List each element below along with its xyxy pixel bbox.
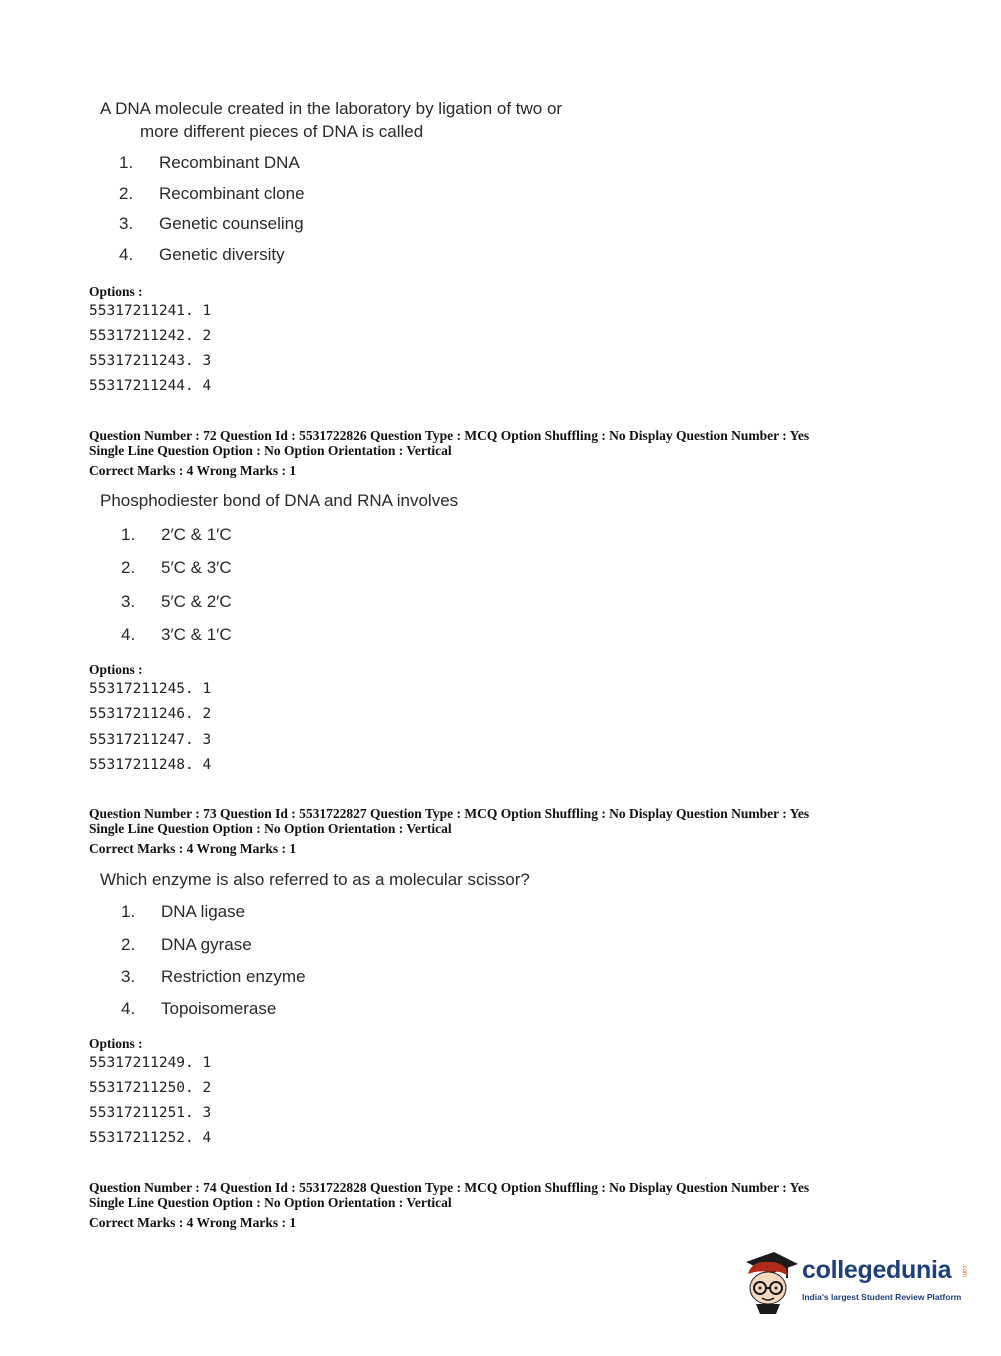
question-72-marks: Correct Marks : 4 Wrong Marks : 1 xyxy=(89,463,297,478)
question-71-choice-4: 4. Genetic diversity xyxy=(119,245,285,264)
question-71-choice-2: 2. Recombinant clone xyxy=(119,184,305,203)
logo-tagline: India's largest Student Review Platform xyxy=(802,1292,962,1302)
question-73-text: Which enzyme is also referred to as a molecular scissor? xyxy=(100,870,530,889)
question-71-text xyxy=(100,97,562,143)
question-72-choice-1: 1. 2′C & 1′C xyxy=(121,525,232,544)
question-73-choice-1: 1. DNA ligase xyxy=(121,902,246,921)
question-73-meta-line-1: Question Number : 73 Question Id : 5531722827 Question Type : MCQ Option Shuffling : No Display Question Number : Yes xyxy=(89,806,810,821)
option-id: 55317211252. 4 xyxy=(89,1130,212,1146)
option-id: 55317211249. 1 xyxy=(89,1055,212,1071)
option-id: 55317211245. 1 xyxy=(89,681,212,697)
option-id: 55317211250. 2 xyxy=(89,1080,212,1096)
option-id: 55317211247. 3 xyxy=(89,732,212,748)
question-71-choice-1: 1. Recombinant DNA xyxy=(119,153,300,172)
question-71-line-1: A DNA molecule created in the laboratory by ligation of two or xyxy=(100,99,563,118)
options-label: Options : xyxy=(89,1036,143,1051)
option-id: 55317211241. 1 xyxy=(89,303,212,319)
option-id: 55317211246. 2 xyxy=(89,706,212,722)
logo-wordmark: collegedunia xyxy=(802,1256,952,1284)
logo-domain: .com xyxy=(961,1264,967,1278)
options-label: Options : xyxy=(89,662,143,677)
option-id: 55317211243. 3 xyxy=(89,353,212,369)
question-74-marks: Correct Marks : 4 Wrong Marks : 1 xyxy=(89,1215,297,1230)
question-72-choice-3: 3. 5′C & 2′C xyxy=(121,592,232,611)
question-74-meta-line-1: Question Number : 74 Question Id : 5531722828 Question Type : MCQ Option Shuffling : No Display Question Number : Yes xyxy=(89,1180,810,1195)
option-id: 55317211244. 4 xyxy=(89,378,212,394)
collegedunia-logo xyxy=(740,1248,970,1318)
question-72-choice-2: 2. 5′C & 3′C xyxy=(121,558,232,577)
question-72-meta-line-2: Single Line Question Option : No Option Orientation : Vertical xyxy=(89,443,452,458)
question-71-choice-3: 3. Genetic counseling xyxy=(119,214,304,233)
question-71-line-2: more different pieces of DNA is called xyxy=(140,122,424,141)
question-73-choice-4: 4. Topoisomerase xyxy=(121,999,277,1018)
option-id: 55317211248. 4 xyxy=(89,757,212,773)
question-73-marks: Correct Marks : 4 Wrong Marks : 1 xyxy=(89,841,297,856)
question-72-text: Phosphodiester bond of DNA and RNA involves xyxy=(100,491,459,510)
option-id: 55317211251. 3 xyxy=(89,1105,212,1121)
question-72-choice-4: 4. 3′C & 1′C xyxy=(121,625,232,644)
question-72-meta-line-1: Question Number : 72 Question Id : 5531722826 Question Type : MCQ Option Shuffling : No Display Question Number : Yes xyxy=(89,428,810,443)
question-73-choice-3: 3. Restriction enzyme xyxy=(121,967,306,986)
mascot-icon xyxy=(740,1248,800,1314)
question-74-meta-line-2: Single Line Question Option : No Option Orientation : Vertical xyxy=(89,1195,452,1210)
question-73-meta-line-2: Single Line Question Option : No Option Orientation : Vertical xyxy=(89,821,452,836)
question-73-choice-2: 2. DNA gyrase xyxy=(121,935,252,954)
options-label: Options : xyxy=(89,284,143,299)
option-id: 55317211242. 2 xyxy=(89,328,212,344)
